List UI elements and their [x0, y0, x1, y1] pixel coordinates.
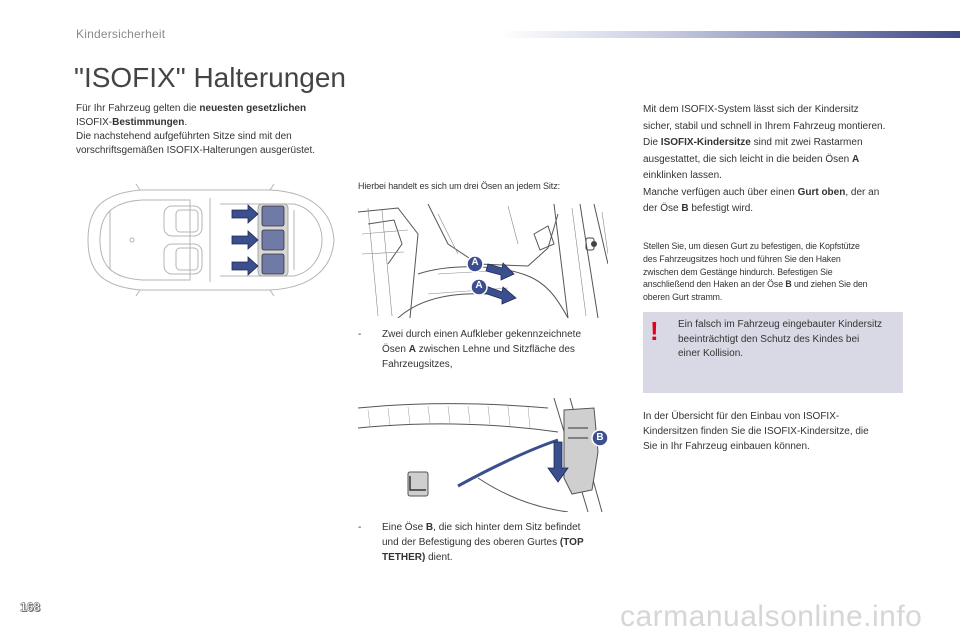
warning-line: Ein falsch im Fahrzeug eingebauter Kindersitz	[678, 319, 882, 330]
page-title: "ISOFIX" Halterungen	[74, 62, 347, 93]
isofix-anchor-a-illustration	[358, 204, 608, 318]
list-item-anchor-a	[358, 327, 608, 372]
header-gradient-bar	[500, 31, 960, 38]
small-text: Stellen Sie, um diesen Gurt zu befestigen, die Kopfstütze	[643, 241, 860, 251]
intro-text: vorschriftsgemäßen ISOFIX-Halterungen ausgerüstet.	[76, 145, 315, 156]
list-text: , die sich hinter dem Sitz befindet	[433, 522, 581, 533]
intro-text: Die nachstehend aufgeführten Sitze sind mit den	[76, 131, 292, 142]
small-text: des Fahrzeugsitzes hoch und führen Sie den Haken	[643, 253, 841, 264]
isofix-anchor-b-illustration	[358, 398, 608, 512]
body-text: der Öse	[643, 203, 682, 214]
list-bold: (TOP	[559, 537, 584, 548]
intro-paragraph	[76, 102, 366, 158]
list-text: Eine Öse	[382, 522, 426, 533]
list-item-anchor-b	[358, 520, 608, 565]
list-text: Fahrzeugsitzes,	[382, 359, 453, 370]
warning-text	[678, 318, 900, 362]
small-text: und ziehen Sie den	[791, 279, 868, 290]
body-text: Manche verfügen auch über einen	[643, 186, 798, 198]
warning-line: beeinträchtigt den Schutz des Kindes bei	[678, 333, 860, 345]
body-text: sind mit zwei Rastarmen	[750, 137, 863, 148]
list-text: zwischen Lehne und Sitzfläche des	[415, 344, 575, 355]
figure-caption: Hierbei handelt es sich um drei Ösen an jedem Sitz:	[358, 181, 561, 191]
list-text: Zwei durch einen Aufkleber gekennzeichnete	[382, 329, 582, 340]
body-text: sicher, stabil und schnell in Ihrem Fahrzeug montieren.	[643, 120, 886, 132]
list-bold: B	[425, 522, 434, 533]
watermark: carmanualsonline.info	[620, 600, 923, 633]
list-text: Ösen	[382, 344, 409, 355]
list-text: und der Befestigung des oberen Gurtes	[382, 537, 560, 548]
list-bold: A	[408, 344, 416, 355]
body-bold: ISOFIX-Kindersitze	[660, 137, 751, 148]
small-bold: B	[785, 279, 792, 290]
overview-paragraph	[643, 409, 923, 454]
body-text: Mit dem ISOFIX-System lässt sich der Kindersitz	[643, 104, 859, 115]
page-number: 168	[20, 600, 41, 614]
list-text: dient.	[425, 552, 453, 563]
body-bold: B	[681, 203, 689, 214]
body-text: ausgestattet, die sich leicht in die beiden Ösen	[643, 153, 853, 165]
intro-text: ISOFIX-	[76, 117, 113, 128]
overview-line: Sie in Ihr Fahrzeug einbauen können.	[643, 441, 810, 452]
tether-instructions	[643, 240, 913, 304]
intro-text: .	[184, 117, 188, 128]
label-a-lower: A	[475, 280, 483, 291]
overview-line: In der Übersicht für den Einbau von ISOFIX-	[643, 411, 840, 422]
car-top-view-illustration	[80, 180, 340, 300]
small-text: anschließend den Haken an der Öse	[643, 279, 786, 290]
label-b: B	[596, 432, 604, 443]
small-text: zwischen dem Gestänge hindurch. Befestigen Sie	[643, 266, 833, 277]
body-text: befestigt wird.	[688, 203, 754, 214]
intro-bold: Bestimmungen	[112, 117, 185, 128]
body-text: Die	[643, 137, 661, 148]
warning-exclamation-icon: !	[650, 316, 659, 346]
intro-text: Für Ihr Fahrzeug gelten die	[76, 103, 200, 114]
overview-line: Kindersitzen finden Sie die ISOFIX-Kindersitze, die	[643, 426, 869, 437]
list-bold: TETHER)	[382, 552, 426, 563]
list-dash: -	[358, 522, 362, 533]
body-text: einklinken lassen.	[643, 170, 722, 181]
list-dash: -	[358, 329, 362, 340]
body-text: , der an	[845, 186, 880, 198]
body-bold: Gurt oben	[797, 186, 846, 198]
body-bold: A	[852, 153, 860, 165]
section-title: Kindersicherheit	[76, 27, 166, 41]
intro-bold: neuesten gesetzlichen	[199, 103, 307, 114]
label-a-upper: A	[471, 257, 479, 268]
isofix-description	[643, 102, 923, 218]
small-text: oberen Gurt stramm.	[643, 292, 723, 303]
warning-line: einer Kollision.	[678, 348, 744, 359]
